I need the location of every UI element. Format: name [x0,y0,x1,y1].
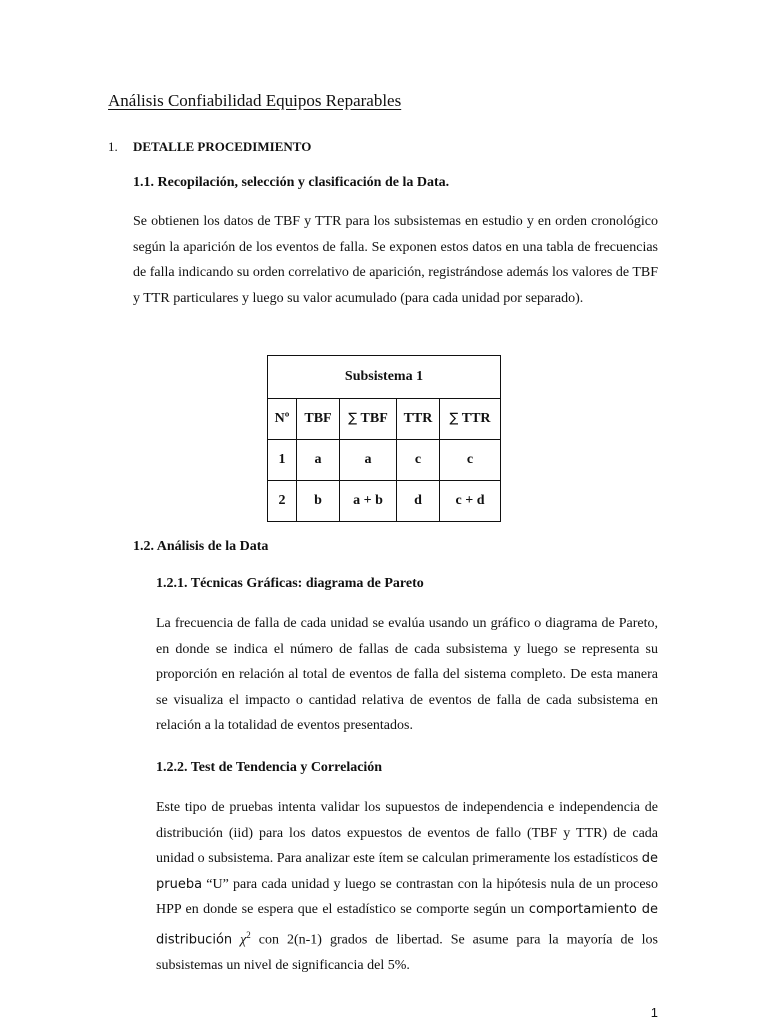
table-cell: d [397,481,440,522]
table-header-cell: TTR [397,399,440,440]
document-title: Análisis Confiabilidad Equipos Reparables [108,91,402,110]
section-1-2-1-paragraph: La frecuencia de falla de cada unidad se evalúa usando un gráfico o diagrama de Pareto, en donde se indica el número de fallas de cada subsistema y luego se representa su proporción en relación al total de eventos de falla del sistema completo. De esta manera se visualiza el impacto o cantidad relativa de eventos de falla de cada subsistema en relación a la totalidad de eventos presentados. [156,616,658,734]
paragraph-text-alt-font: comportamiento de distribución [156,902,659,948]
table-header-cell: Nº [268,399,297,440]
section-1-1-paragraph: Se obtienen los datos de TBF y TTR para los subsistemas en estudio y en orden cronológico según la aparición de los eventos de falla. Se exponen estos datos en una tabla de frecuencias de falla indicando su orden correlativo de aparición, registrándose además los valores de TBF y TTR particulares y luego su valor acumulado (para cada unidad por separado). [133,214,658,306]
table-row [268,440,501,481]
paragraph-text: Este tipo de pruebas intenta validar los supuestos de independencia e independencia de distribución (iid) para los datos expuestos de eventos de fallo (TBF y TTR) de cada unidad o subsistema. Para analizar este ítem se calculan primeramente los estadísticos [156,800,658,867]
subsystem-table [267,355,501,522]
section-1-number: 1. [108,139,118,154]
section-1-title: DETALLE PROCEDIMIENTO [133,139,312,154]
section-1-1-heading: 1.1. Recopilación, selección y clasificación de la Data. [133,175,450,190]
table-row [268,481,501,522]
table-cell: 2 [268,481,297,522]
chi-symbol: χ [240,932,247,948]
table-header-row [268,399,501,440]
table-header-cell: TBF [297,399,340,440]
table-cell: b [297,481,340,522]
table-cell: a + b [340,481,397,522]
paragraph-text: “U” para cada unidad y luego se contrastan con la hipótesis nula de un proceso HPP en donde se espera que el estadístico se comporte según un [156,876,659,918]
section-1-2-2-paragraph [156,795,658,979]
table-header-cell [440,399,501,440]
page-number: 1 [650,1005,658,1020]
paragraph-text-alt-font: de prueba [156,851,659,892]
table-cell: a [340,440,397,481]
table-header-text: TTR [461,411,491,426]
section-1-2-1-heading: 1.2.1. Técnicas Gráficas: diagrama de Pareto [156,576,424,591]
sum-symbol: ∑ [348,411,358,426]
sum-symbol: ∑ [449,411,459,426]
section-1-2-2-heading: 1.2.2. Test de Tendencia y Correlación [156,760,383,775]
table-cell: c [397,440,440,481]
paragraph-text: con 2(n-1) grados de libertad. Se asume para la mayoría de los subsistemas un nivel de significancia del 5%. [156,932,658,974]
table-header-text: TBF [360,411,388,426]
table-cell: c [440,440,501,481]
table-cell: c + d [440,481,501,522]
table-header-cell [340,399,397,440]
table-cell: 1 [268,440,297,481]
table-cell: a [297,440,340,481]
table-caption: Subsistema 1 [268,356,501,399]
section-1-2-heading: 1.2. Análisis de la Data [133,539,269,554]
chi-superscript: 2 [246,929,251,940]
